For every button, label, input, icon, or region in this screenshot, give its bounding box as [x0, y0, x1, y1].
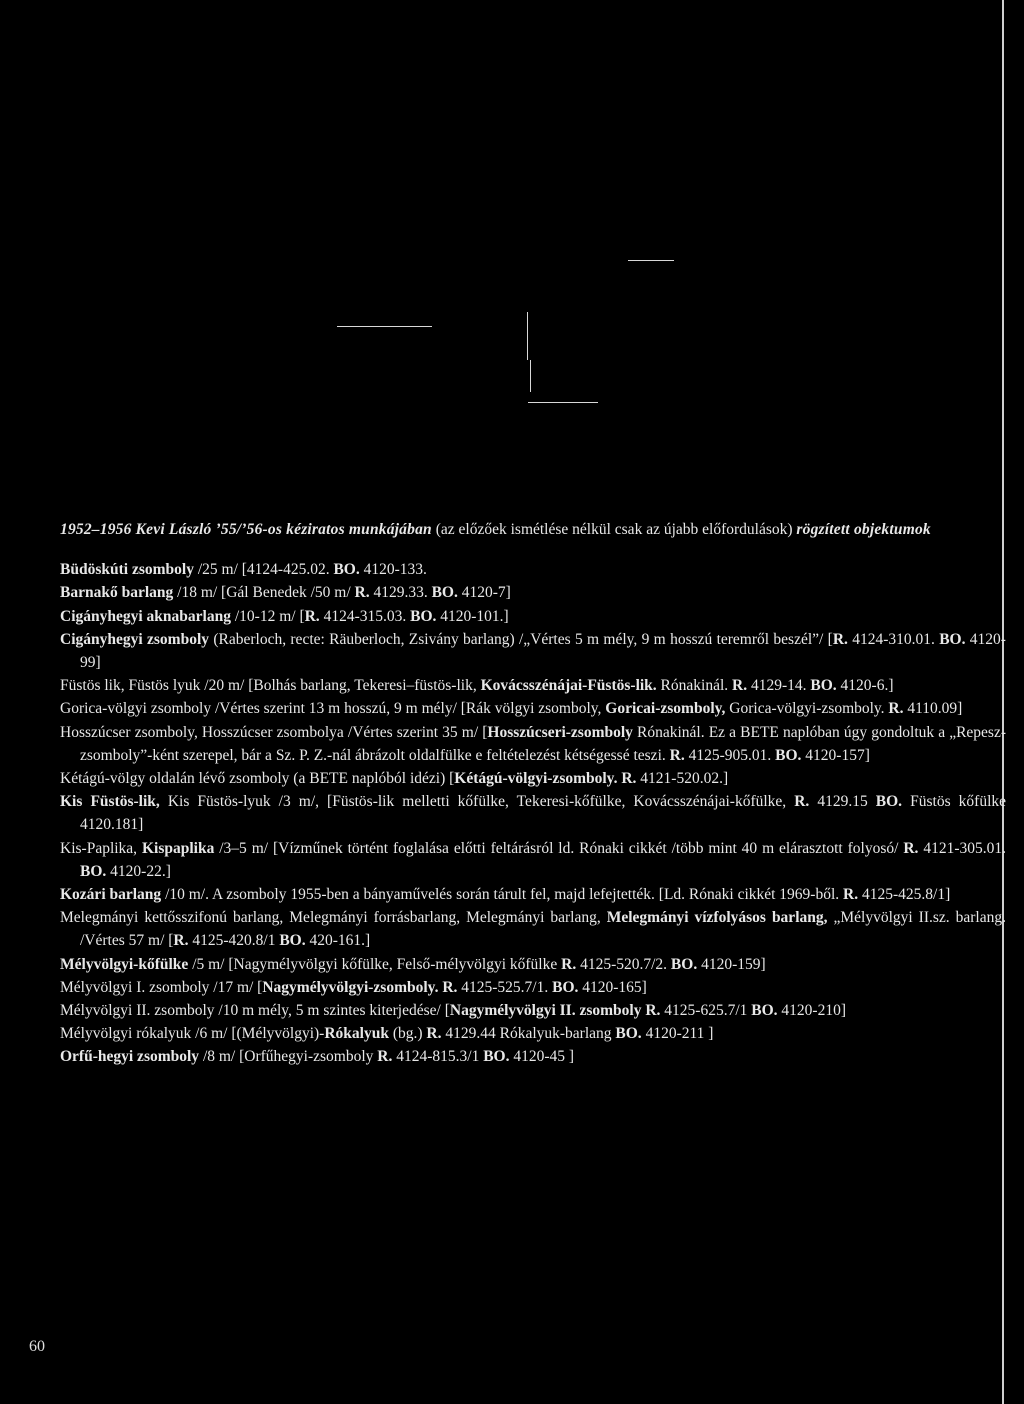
bold-text: Kispaplika — [141, 839, 215, 857]
bold-text: R. — [377, 1048, 393, 1066]
bold-text: BO. — [670, 955, 698, 973]
scan-line-bottom-dash — [528, 402, 598, 403]
bold-text: R. — [843, 886, 859, 904]
text-run: 4120-22.] — [106, 862, 171, 880]
scan-line-left-dash — [337, 326, 432, 327]
bold-text: Kovácsszénájai-Füstös-lik. — [480, 677, 657, 695]
text-run: 4125-525.7/1. — [457, 978, 553, 996]
list-item — [60, 999, 1006, 1022]
text-run: Rónakinál. Ez a BETE naplóban úgy gondoltuk a „Repesz-zsomboly”-ként szerepel, bár a Sz. P. Z.-nál ábrázolt oldalfülke e feltételezést kétségessé teszi. — [80, 723, 1007, 764]
bold-text: Kétágú-völgyi-zsomboly. R. — [454, 770, 637, 788]
scan-line-vertical-1 — [527, 312, 528, 360]
text-run: 4120-133. — [359, 561, 427, 579]
text-run: 4121-520.02.] — [636, 770, 729, 788]
bold-text: Kozári barlang — [60, 886, 162, 904]
text-run: (bg.) — [388, 1025, 427, 1043]
text-run: 4125-905.01. — [684, 746, 776, 764]
text-run: /5 m/ [Nagymélyvölgyi kőfülke, Felső-mélyvölgyi kőfülke — [188, 955, 562, 973]
bold-text: Nagymélyvölgyi-zsomboly. R. — [262, 978, 458, 996]
scan-line-top-dash — [628, 260, 674, 261]
bold-text: BO. — [810, 677, 837, 695]
text-run: Kis-Paplika, — [60, 839, 142, 857]
heading-plain: (az előzőek ismétlése nélkül csak az újabb előfordulások) — [431, 521, 797, 538]
text-run: /8 m/ [Orfűhegyi-zsomboly — [199, 1048, 378, 1066]
bold-text: BO. — [939, 630, 966, 648]
bold-text: BO. — [483, 1048, 510, 1066]
text-run: 4120-211 ] — [641, 1025, 714, 1043]
text-run: 4120-99] — [80, 630, 1006, 672]
document-body — [60, 518, 1006, 1069]
section-heading — [60, 518, 1006, 541]
text-run: 4125-520.7/2. — [576, 955, 671, 973]
text-run: 4120-210] — [777, 1002, 846, 1020]
text-run: /10 m/. A zsomboly 1955-ben a bányaművelés során tárult fel, majd lefejtették. [Ld. Rónaki cikkét 1969-ből. — [161, 886, 844, 904]
text-run: 4124-815.3/1 — [392, 1048, 484, 1066]
list-item — [60, 1022, 1006, 1045]
list-item — [60, 906, 1006, 952]
bold-text: BO. — [410, 607, 437, 625]
bold-text: R. — [888, 700, 904, 718]
list-item — [60, 697, 1006, 720]
text-run: 4120-159] — [697, 955, 766, 973]
text-run: 4120-165] — [578, 978, 647, 996]
text-run: /10-12 m/ [ — [230, 607, 305, 625]
list-item — [60, 581, 1006, 604]
bold-text: Kis Füstös-lik, — [60, 793, 160, 811]
text-run: Mélyvölgyi rókalyuk /6 m/ [(Mélyvölgyi)- — [60, 1025, 325, 1043]
text-run: Melegmányi kettősszifonú barlang, Melegmányi forrásbarlang, Melegmányi barlang, — [60, 909, 607, 927]
scan-line-vertical-2 — [530, 360, 531, 392]
list-item — [60, 883, 1006, 906]
bold-text: Hosszúcseri-zsomboly — [487, 723, 633, 741]
list-item — [60, 976, 1006, 999]
list-item — [60, 1045, 1006, 1068]
list-item — [60, 558, 1006, 581]
cave-entry-list — [60, 558, 1006, 1068]
text-run: 4120-45 ] — [509, 1048, 575, 1066]
text-run: 4129.44 Rókalyuk-barlang — [441, 1025, 616, 1043]
bold-text: R. — [794, 793, 810, 811]
list-item — [60, 721, 1006, 767]
list-item — [60, 767, 1006, 790]
bold-text: Cigányhegyi zsomboly — [60, 630, 210, 648]
text-run: Füstös kőfülke 4120.181] — [80, 793, 1006, 834]
text-run: Gorica-völgyi-zsomboly. — [725, 700, 889, 718]
text-run: 4120-101.] — [436, 607, 509, 625]
bold-text: Cigányhegyi aknabarlang — [60, 607, 231, 625]
text-run: 4120-6.] — [836, 677, 894, 695]
list-item — [60, 837, 1006, 883]
text-run: 4125-625.7/1 — [660, 1002, 752, 1020]
bold-text: BO. — [775, 746, 802, 764]
text-run: (Raberloch, recte: Räuberloch, Zsivány barlang) /„Vértes 5 m mély, 9 m hosszú teremről beszél”/ [ — [209, 630, 833, 648]
heading-italic-end: rögzített objektumok — [796, 521, 931, 538]
bold-text: R. — [732, 677, 748, 695]
text-run: 4120-157] — [801, 746, 870, 764]
text-run: /18 m/ [Gál Benedek /50 m/ — [173, 584, 355, 602]
bold-text: BO. — [615, 1025, 642, 1043]
bold-text: Melegmányi vízfolyásos barlang, — [606, 909, 828, 927]
page-number: 60 — [29, 1338, 45, 1355]
bold-text: Mélyvölgyi-kőfülke — [60, 955, 189, 973]
bold-text: BO. — [279, 932, 306, 950]
text-run: Kétágú-völgy oldalán lévő zsomboly (a BETE naplóból idézi) [ — [60, 770, 455, 788]
bold-text: R. — [426, 1025, 442, 1043]
bold-text: BO. — [333, 561, 360, 579]
text-run: Mélyvölgyi II. zsomboly /10 m mély, 5 m szintes kiterjedése/ [ — [60, 1002, 450, 1020]
bold-text: R. — [903, 839, 919, 857]
bold-text: R. — [832, 630, 848, 648]
text-run: Kis Füstös-lyuk /3 m/, [Füstös-lik melletti kőfülke, Tekeresi-kőfülke, Kovácsszénájai-kőfülke, — [159, 793, 795, 811]
bold-text: BO. — [80, 862, 107, 880]
bold-text: R. — [669, 746, 685, 764]
text-run: 4125-425.8/1] — [858, 886, 951, 904]
bold-text: Barnakő barlang — [60, 584, 174, 602]
bold-text: BO. — [751, 1002, 778, 1020]
bold-text: R. — [304, 607, 320, 625]
text-run: „Mélyvölgyi II.sz. barlang. /Vértes 57 m/ [ — [80, 909, 1006, 950]
list-item — [60, 790, 1006, 836]
bold-text: BO. — [875, 793, 903, 811]
bold-text: Rókalyuk — [324, 1025, 389, 1043]
text-run: Mélyvölgyi I. zsomboly /17 m/ [ — [60, 978, 263, 996]
list-item — [60, 628, 1006, 674]
text-run: 4110.09] — [903, 700, 963, 718]
text-run: /25 m/ [4124-425.02. — [193, 561, 334, 579]
bold-text: R. — [354, 584, 370, 602]
bold-text: R. — [561, 955, 577, 973]
text-run: Rónakinál. — [656, 677, 733, 695]
text-run: 4129.33. — [369, 584, 432, 602]
bold-text: Goricai-zsomboly, — [605, 700, 726, 718]
text-run: Hosszúcser zsomboly, Hosszúcser zsombolya /Vértes szerint 35 m/ [ — [60, 723, 488, 741]
text-run: 4120-7] — [457, 584, 511, 602]
list-item — [60, 674, 1006, 697]
bold-text: R. — [173, 932, 189, 950]
text-run: 4124-315.03. — [319, 607, 411, 625]
bold-text: Orfű-hegyi zsomboly — [60, 1048, 200, 1066]
bold-text: BO. — [552, 978, 579, 996]
text-run: 420-161.] — [305, 932, 371, 950]
heading-italic: 1952–1956 Kevi László ’55/’56-os kéziratos munkájában — [60, 521, 432, 538]
text-run: 4121-305.01. — [918, 839, 1006, 857]
text-run: 4129-14. — [747, 677, 811, 695]
bold-text: BO. — [431, 584, 458, 602]
text-run: Füstös lik, Füstös lyuk /20 m/ [Bolhás barlang, Tekeresi–füstös-lik, — [60, 677, 481, 695]
bold-text: Büdöskúti zsomboly — [60, 561, 194, 579]
list-item — [60, 605, 1006, 628]
text-run: Gorica-völgyi zsomboly /Vértes szerint 13 m hosszú, 9 m mély/ [Rák völgyi zsomboly, — [60, 700, 606, 718]
text-run: 4129.15 — [809, 793, 876, 811]
text-run: 4124-310.01. — [847, 630, 940, 648]
text-run: /3–5 m/ [Vízműnek történt foglalása előtti feltárásról ld. Rónaki cikkét /több mint 40 m elárasztott folyosó/ — [214, 839, 904, 857]
text-run: 4125-420.8/1 — [188, 932, 280, 950]
bold-text: Nagymélyvölgyi II. zsomboly R. — [449, 1002, 661, 1020]
list-item — [60, 953, 1006, 976]
